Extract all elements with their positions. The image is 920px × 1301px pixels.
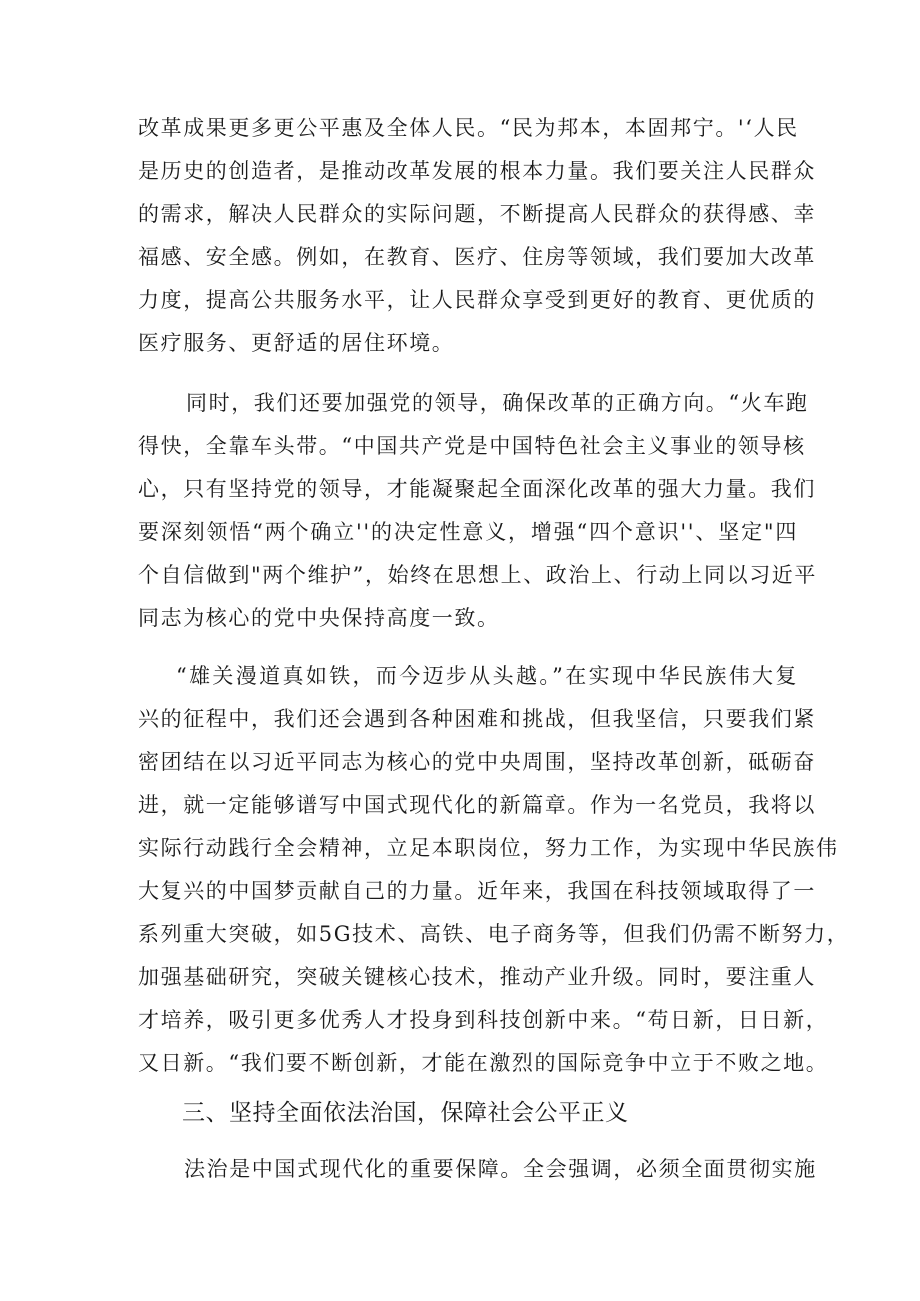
paragraph-line: 同志为核心的党中央保持高度一致。 [138,606,500,630]
paragraph-line: 要深刻领悟“两个确立''的决定性意义，增强“四个意识''、坚定"四 [138,520,798,544]
paragraph-line: 心，只有坚持党的领导，才能凝聚起全面深化改革的强大力量。我们 [138,477,816,501]
paragraph-line: 进，就一定能够谱写中国式现代化的新篇章。作为一名党员，我将以 [138,793,816,817]
paragraph-line: 力度，提高公共服务水平，让人民群众享受到更好的教育、更优质的 [138,288,816,312]
paragraph-line: 同时，我们还要加强党的领导，确保改革的正确方向。“火车跑 [186,391,809,415]
paragraph-line: 兴的征程中，我们还会遇到各种困难和挑战，但我坚信，只要我们紧 [138,707,816,731]
paragraph-line: 的需求，解决人民群众的实际问题，不断提高人民群众的获得感、幸 [138,202,816,226]
paragraph-line: 实际行动践行全会精神，立足本职岗位，努力工作，为实现中华民族伟 [138,836,839,860]
paragraph-line: 系列重大突破，如5G技术、高铁、电子商务等，但我们仍需不断努力， [138,922,850,946]
paragraph-3 [138,655,850,1085]
paragraph-line: “雄关漫道真如铁，而今迈步从头越。”在实现中华民族伟大复 [176,664,798,688]
paragraph-line: 医疗服务、更舒适的居住环境。 [138,331,455,355]
paragraph-line: 才培养，吸引更多优秀人才投身到科技创新中来。“苟日新，日日新， [138,1008,829,1032]
paragraph-line: 大复兴的中国梦贡献自己的力量。近年来，我国在科技领域取得了一 [138,879,816,903]
paragraph-line: 福感、安全感。例如，在教育、医疗、住房等领域，我们要加大改革 [138,245,816,269]
paragraph-line: 个自信做到"两个维护”，始终在思想上、政治上、行动上同以习近平 [138,563,817,587]
paragraph-4 [138,1148,817,1191]
paragraph-line: 得快，全靠车头带。“中国共产党是中国特色社会主义事业的领导核 [138,434,806,458]
paragraph-1 [138,107,816,365]
paragraph-line: 是历史的创造者，是推动改革发展的根本力量。我们要关注人民群众 [138,159,816,183]
paragraph-line: 密团结在以习近平同志为核心的党中央周围，坚持改革创新，砥砺奋 [138,750,816,774]
paragraph-line: 法治是中国式现代化的重要保障。全会强调，必须全面贯彻实施 [184,1157,817,1181]
section-heading: 三、坚持全面依法治国，保障社会公平正义 [182,1100,629,1126]
paragraph-line: 改革成果更多更公平惠及全体人民。“民为邦本，本固邦宁。'‘人民 [138,116,799,140]
paragraph-line: 又日新。“我们要不断创新，才能在激烈的国际竞争中立于不败之地。 [138,1051,829,1075]
paragraph-2 [138,382,817,640]
paragraph-line: 加强基础研究，突破关键核心技术，推动产业升级。同时，要注重人 [138,965,816,989]
